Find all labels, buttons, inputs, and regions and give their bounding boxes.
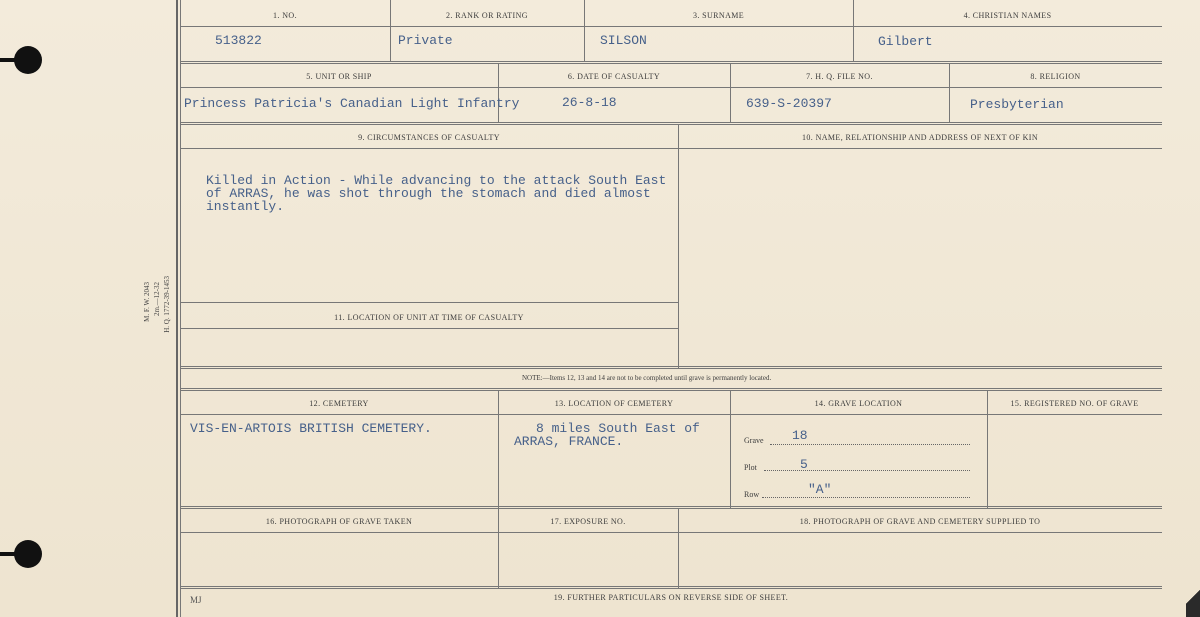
row1-bottom <box>180 61 1162 64</box>
row3-rule-right <box>678 148 1162 149</box>
value-plot: 5 <box>800 457 808 472</box>
header-cemetery: 12. CEMETERY <box>309 399 369 408</box>
row1-div-3 <box>853 0 854 61</box>
header-religion: 8. RELIGION <box>1030 72 1081 81</box>
left-border <box>176 0 178 617</box>
plot-dotline <box>764 470 970 471</box>
header-registered-no: 15. REGISTERED NO. OF GRAVE <box>1010 399 1139 408</box>
value-no: 513822 <box>215 33 262 48</box>
row4-bottom <box>180 506 1162 509</box>
header-photo-taken: 16. PHOTOGRAPH OF GRAVE TAKEN <box>265 517 413 526</box>
header-hq-file: 7. H. Q. FILE NO. <box>806 72 873 81</box>
row3-mid-left-2 <box>180 328 678 329</box>
row5-bottom <box>180 586 1162 589</box>
note-bottom <box>180 388 1162 391</box>
header-date-casualty: 6. DATE OF CASUALTY <box>567 72 661 81</box>
value-date-casualty: 26-8-18 <box>562 95 617 110</box>
binder-hole-bottom <box>14 540 42 568</box>
row-label: Row <box>744 490 760 499</box>
row3-mid-left <box>180 302 678 303</box>
value-row: "A" <box>808 482 832 497</box>
page-corner-curl <box>1186 577 1200 617</box>
row4-div-1 <box>498 391 499 508</box>
value-grave: 18 <box>792 428 808 443</box>
row3-bottom <box>180 366 1162 369</box>
form-code-3: H. Q. 1772-39-1453 <box>163 276 171 333</box>
header-next-of-kin: 10. NAME, RELATIONSHIP AND ADDRESS OF NEXT OF KIN <box>801 133 1039 142</box>
initials: MJ <box>190 595 202 605</box>
row2-rule <box>180 87 1162 88</box>
grave-dotline <box>770 444 970 445</box>
row1-rule <box>180 26 1162 27</box>
grave-label: Grave <box>744 436 764 445</box>
value-rank: Private <box>398 33 453 48</box>
header-no: 1. NO. <box>273 11 297 20</box>
row4-div-3 <box>987 391 988 508</box>
header-exposure-no: 17. EXPOSURE NO. <box>550 517 626 526</box>
header-grave-location: 14. GRAVE LOCATION <box>814 399 903 408</box>
header-further: 19. FURTHER PARTICULARS ON REVERSE SIDE OF SHEET. <box>553 593 789 602</box>
row4-rule <box>180 414 1162 415</box>
header-rank: 2. RANK OR RATING <box>446 11 528 20</box>
value-religion: Presbyterian <box>970 97 1064 112</box>
row5-rule <box>180 532 1162 533</box>
header-photo-supplied: 18. PHOTOGRAPH OF GRAVE AND CEMETERY SUPPLIED TO <box>799 517 1041 526</box>
row1-div-2 <box>584 0 585 61</box>
header-unit: 5. UNIT OR SHIP <box>306 72 372 81</box>
row-dotline <box>762 497 970 498</box>
form-code-1: M. F. W. 2043 <box>143 282 151 322</box>
note-text: NOTE:—Items 12, 13 and 14 are not to be completed until grave is permanently located. <box>522 374 772 382</box>
header-surname: 3. SURNAME <box>692 11 745 20</box>
plot-label: Plot <box>744 463 757 472</box>
binder-hole-top <box>14 46 42 74</box>
value-location-cemetery: 8 miles South East of ARRAS, FRANCE. <box>514 421 700 449</box>
row1-div-1 <box>390 0 391 61</box>
value-circumstances: Killed in Action - While advancing to the attack South East of ARRAS, he was shot through the stomach and died almost instantly. <box>206 173 667 214</box>
value-hq-file: 639-S-20397 <box>746 96 832 111</box>
value-cemetery: VIS-EN-ARTOIS BRITISH CEMETERY. <box>190 421 432 436</box>
value-christian-names: Gilbert <box>878 34 933 49</box>
value-unit: Princess Patricia's Canadian Light Infantry <box>184 96 520 111</box>
row4-div-2 <box>730 391 731 508</box>
row3-div <box>678 125 679 368</box>
row3-rule-left <box>180 148 678 149</box>
row2-bottom <box>180 122 1162 125</box>
value-surname: SILSON <box>600 33 647 48</box>
header-location-cemetery: 13. LOCATION OF CEMETERY <box>554 399 674 408</box>
header-circumstances: 9. CIRCUMSTANCES OF CASUALTY <box>358 133 500 142</box>
header-christian-names: 4. CHRISTIAN NAMES <box>963 11 1052 20</box>
header-location-unit: 11. LOCATION OF UNIT AT TIME OF CASUALTY <box>334 313 524 322</box>
form-code-2: 2m.—12-32 <box>153 282 161 317</box>
